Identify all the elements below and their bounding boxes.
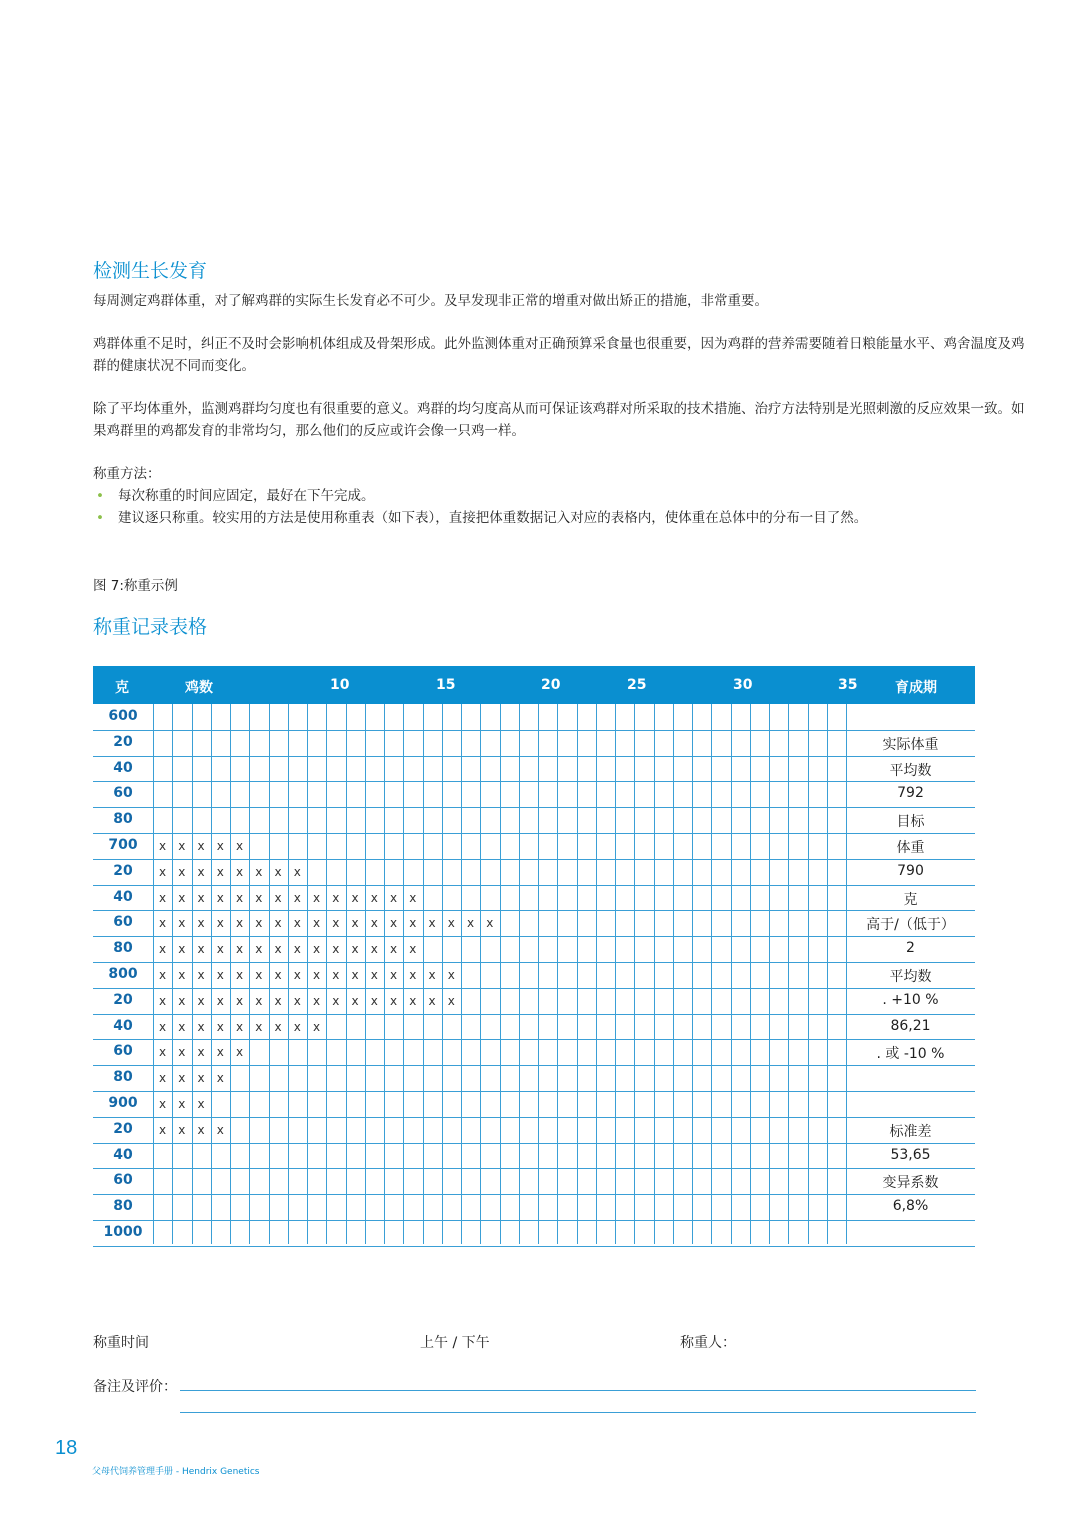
tally-mark[interactable]: x [158, 942, 167, 957]
summary-value: 变异系数 [882, 1175, 939, 1192]
tally-mark[interactable]: x [428, 968, 436, 982]
tally-mark[interactable]: x [389, 942, 398, 957]
page-number: 18 [55, 1437, 78, 1459]
tally-mark[interactable]: x [235, 968, 244, 982]
tally-mark[interactable]: x [332, 993, 340, 1008]
tally-mark[interactable]: x [235, 864, 244, 879]
grid-column-line [673, 704, 674, 1244]
publication-title: 父母代饲养管理手册 - Hendrix Genetics [92, 1467, 260, 1477]
tally-mark[interactable]: x [293, 968, 301, 982]
weight-label: 80 [113, 811, 133, 828]
tally-mark[interactable]: x [389, 968, 398, 982]
grid-column-line [307, 704, 308, 1244]
grid-column-line [153, 704, 154, 1244]
tally-mark[interactable]: x [351, 942, 359, 957]
tally-mark[interactable]: x [293, 916, 301, 931]
tally-mark[interactable]: x [409, 993, 417, 1008]
grid-column-line [519, 704, 520, 1244]
method-label: 称重方法： [93, 466, 161, 482]
tally-mark[interactable]: x [197, 916, 205, 931]
summary-value: 克 [903, 891, 918, 908]
tally-mark[interactable]: x [197, 1097, 205, 1111]
tally-mark[interactable]: x [158, 1097, 167, 1111]
tally-mark[interactable]: x [216, 1071, 224, 1086]
tally-mark[interactable]: x [447, 916, 455, 931]
summary-value: 6,8% [892, 1198, 929, 1215]
tally-mark[interactable]: x [312, 916, 321, 931]
tally-mark[interactable]: x [293, 942, 301, 957]
summary-value: 目标 [896, 814, 925, 831]
tally-mark[interactable]: x [216, 916, 224, 931]
tally-mark[interactable]: x [197, 890, 205, 905]
summary-value: 86,21 [890, 1017, 931, 1034]
weight-label: 40 [113, 888, 133, 905]
weight-label: 40 [113, 1146, 133, 1163]
grid-row-line [93, 756, 975, 757]
notes-line-2[interactable] [180, 1412, 976, 1413]
tally-mark[interactable]: x [178, 942, 186, 957]
grid-row-line [93, 1091, 975, 1092]
summary-value: 标准差 [889, 1123, 932, 1140]
grid-column-line [230, 704, 231, 1244]
tally-mark[interactable]: x [370, 916, 378, 931]
tally-mark[interactable]: x [158, 1122, 167, 1137]
tally-mark[interactable]: x [447, 993, 455, 1008]
tally-mark[interactable]: x [293, 864, 301, 879]
tally-mark[interactable]: x [428, 916, 436, 931]
tally-mark[interactable]: x [178, 1045, 186, 1060]
grid-column-line [634, 704, 635, 1244]
grid-column-line [538, 704, 539, 1244]
tally-mark[interactable]: x [255, 993, 263, 1008]
summary-value: 2 [906, 940, 915, 957]
weight-label: 20 [113, 733, 133, 750]
tally-mark[interactable]: x [312, 890, 321, 905]
tally-mark[interactable]: x [178, 1122, 186, 1137]
header-period: 育成期 [895, 680, 937, 696]
tally-mark[interactable]: x [178, 890, 186, 905]
tally-mark[interactable]: x [158, 1019, 167, 1034]
tally-mark[interactable]: x [197, 1045, 205, 1060]
tally-mark[interactable]: x [255, 864, 263, 879]
grid-column-line [808, 704, 809, 1244]
grid-row-line [93, 859, 975, 860]
grid-row-line [93, 1220, 975, 1221]
bullet-dot-icon: • [96, 488, 104, 504]
grid-row-line [93, 833, 975, 834]
tally-mark[interactable]: x [178, 839, 186, 853]
tally-mark[interactable]: x [158, 890, 167, 905]
grid-row-line [93, 936, 975, 937]
tally-mark[interactable]: x [312, 1019, 321, 1034]
grid-column-line [211, 704, 212, 1244]
grid-column-line [596, 704, 597, 1244]
weight-label: 80 [113, 940, 133, 957]
header-count: 鸡数 [185, 680, 213, 696]
summary-value: 实际体重 [882, 736, 939, 753]
tally-mark[interactable]: x [332, 890, 340, 905]
weight-label: 800 [108, 966, 138, 982]
grid-column-line [442, 704, 443, 1244]
weight-label: 40 [113, 759, 133, 776]
tally-grid [93, 704, 975, 1244]
grid-column-line [557, 704, 558, 1244]
tally-mark[interactable]: x [255, 916, 263, 931]
am-pm-label: 上午 / 下午 [420, 1335, 490, 1351]
tally-mark[interactable]: x [274, 993, 282, 1008]
tally-mark[interactable]: x [428, 993, 436, 1008]
weight-label: 80 [113, 1198, 133, 1215]
figure-caption: 图 7:称重示例 [93, 578, 178, 594]
grid-row-line [93, 885, 975, 886]
tally-mark[interactable]: x [178, 993, 186, 1008]
summary-value: 53,65 [890, 1146, 931, 1163]
weight-label: 20 [113, 1120, 133, 1137]
tally-mark[interactable]: x [197, 839, 205, 853]
tally-mark[interactable]: x [197, 1019, 205, 1034]
tally-mark[interactable]: x [235, 942, 244, 957]
weight-label: 1000 [103, 1224, 143, 1240]
tally-mark[interactable]: x [216, 993, 224, 1008]
grid-column-line [192, 704, 193, 1244]
tally-mark[interactable]: x [370, 890, 378, 905]
grid-column-line [731, 704, 732, 1244]
section-title-growth: 检测生长发育 [93, 260, 208, 282]
tally-mark[interactable]: x [158, 1045, 167, 1060]
tally-mark[interactable]: x [312, 942, 321, 957]
tally-mark[interactable]: x [255, 890, 263, 905]
weight-label: 60 [113, 914, 133, 931]
paragraph-3: 除了平均体重外，监测鸡群均匀度也有很重要的意义。鸡群的均匀度高从而可保证该鸡群对所采取的技术措施、治疗方法特别是光照刺激的反应效果一致。如果鸡群里的鸡都发育的非常均匀，那么他们的反应或许会像一只鸡一样。 [93, 401, 1025, 439]
tally-mark[interactable]: x [197, 1122, 205, 1137]
grid-row-line [93, 1117, 975, 1118]
tally-mark[interactable]: x [255, 942, 263, 957]
tally-mark[interactable]: x [158, 839, 167, 853]
tally-mark[interactable]: x [178, 1071, 186, 1086]
grid-row-line [93, 1168, 975, 1169]
tally-mark[interactable]: x [197, 942, 205, 957]
tally-mark[interactable]: x [351, 916, 359, 931]
tally-mark[interactable]: x [235, 916, 244, 931]
tally-mark[interactable]: x [216, 864, 224, 879]
grid-row-line [93, 781, 975, 782]
grid-column-line [326, 704, 327, 1244]
tally-mark[interactable]: x [178, 916, 186, 931]
weight-label: 80 [113, 1069, 133, 1086]
tally-mark[interactable]: x [197, 993, 205, 1008]
tally-mark[interactable]: x [178, 1097, 186, 1111]
table-header [93, 666, 975, 704]
grid-column-line [654, 704, 655, 1244]
tally-mark[interactable]: x [332, 916, 340, 931]
tally-mark[interactable]: x [255, 968, 263, 982]
tally-mark[interactable]: x [216, 1122, 224, 1137]
header-25: 25 [627, 677, 647, 693]
tally-mark[interactable]: x [158, 864, 167, 879]
tally-mark[interactable]: x [235, 993, 244, 1008]
weigher-label: 称重人： [680, 1335, 736, 1351]
tally-mark[interactable]: x [158, 1071, 167, 1086]
tally-mark[interactable]: x [197, 1071, 205, 1086]
tally-mark[interactable]: x [389, 890, 398, 905]
grid-column-line [615, 704, 616, 1244]
list-item: • 每次称重的时间应固定，最好在下午完成。 [93, 485, 867, 507]
grid-column-line [500, 704, 501, 1244]
grid-row-line [93, 730, 975, 731]
tally-mark[interactable]: x [312, 993, 321, 1008]
tally-mark[interactable]: x [216, 839, 224, 853]
grid-row-line [93, 807, 975, 808]
tally-mark[interactable]: x [409, 916, 417, 931]
grid-row-line [93, 1065, 975, 1066]
grid-column-line [384, 704, 385, 1244]
tally-mark[interactable]: x [389, 916, 398, 931]
tally-mark[interactable]: x [409, 942, 417, 957]
notes-line-1[interactable] [180, 1390, 976, 1391]
weight-label: 900 [108, 1095, 138, 1111]
summary-value: . +10 % [882, 991, 939, 1008]
weighing-record-table [93, 666, 975, 1244]
weigh-time-label: 称重时间 [93, 1335, 149, 1351]
grid-row-line [93, 1194, 975, 1195]
tally-mark[interactable]: x [216, 942, 224, 957]
paragraph-2: 鸡群体重不足时，纠正不及时会影响机体组成及骨架形成。此外监测体重对正确预算采食量也很重要，因为鸡群的营养需要随着日粮能量水平、鸡舍温度及鸡群的健康状况不同而变化。 [93, 336, 1025, 374]
bullet-dot-icon: • [96, 510, 104, 526]
grid-column-line [692, 704, 693, 1244]
tally-mark[interactable]: x [197, 864, 205, 879]
grid-row-line [93, 1039, 975, 1040]
tally-mark[interactable]: x [274, 1019, 282, 1034]
tally-mark[interactable]: x [158, 916, 167, 931]
tally-mark[interactable]: x [332, 968, 340, 982]
summary-value: 792 [897, 785, 924, 802]
list-item: • 建议逐只称重。较实用的方法是使用称重表（如下表），直接把体重数据记入对应的表格内，使体重在总体中的分布一目了然。 [93, 507, 867, 529]
grid-column-line [480, 704, 481, 1244]
summary-value: 790 [897, 862, 924, 879]
grid-column-line [461, 704, 462, 1244]
method-list [93, 485, 867, 529]
header-gram: 克 [115, 680, 129, 696]
tally-mark[interactable]: x [178, 968, 186, 982]
tally-mark[interactable]: x [293, 890, 301, 905]
tally-mark[interactable]: x [274, 864, 282, 879]
tally-mark[interactable]: x [351, 993, 359, 1008]
tally-mark[interactable]: x [447, 968, 455, 982]
tally-mark[interactable]: x [235, 839, 244, 853]
tally-mark[interactable]: x [197, 968, 205, 982]
summary-value: 体重 [896, 840, 925, 856]
tally-mark[interactable]: x [332, 942, 340, 957]
grid-column-line [288, 704, 289, 1244]
header-20: 20 [541, 677, 561, 693]
tally-mark[interactable]: x [274, 916, 282, 931]
weight-label: 60 [113, 1043, 133, 1060]
weight-label: 40 [113, 1017, 133, 1034]
grid-column-line [769, 704, 770, 1244]
tally-mark[interactable]: x [389, 993, 398, 1008]
weight-label: 600 [108, 708, 138, 724]
tally-mark[interactable]: x [274, 890, 282, 905]
tally-mark[interactable]: x [312, 968, 321, 982]
summary-value: 平均数 [889, 762, 932, 779]
weight-label: 700 [108, 837, 138, 853]
summary-value: 高于/（低于） [866, 917, 955, 934]
grid-column-line [403, 704, 404, 1244]
tally-mark[interactable]: x [293, 1019, 301, 1034]
tally-mark[interactable]: x [293, 993, 301, 1008]
weight-label: 20 [113, 991, 133, 1008]
tally-mark[interactable]: x [351, 968, 359, 982]
tally-mark[interactable]: x [370, 968, 378, 982]
tally-mark[interactable]: x [216, 968, 224, 982]
tally-mark[interactable]: x [486, 916, 494, 931]
tally-mark[interactable]: x [235, 1019, 244, 1034]
grid-row-line [93, 988, 975, 989]
notes-label: 备注及评价： [93, 1379, 177, 1395]
grid-row-line [93, 910, 975, 911]
header-30: 30 [733, 677, 753, 693]
tally-mark[interactable]: x [235, 1045, 244, 1060]
summary-value: 平均数 [889, 969, 932, 985]
grid-column-line [249, 704, 250, 1244]
grid-column-line [846, 704, 847, 1244]
tally-mark[interactable]: x [370, 942, 378, 957]
grid-column-line [423, 704, 424, 1244]
grid-column-line [711, 704, 712, 1244]
header-10: 10 [330, 677, 350, 693]
tally-mark[interactable]: x [409, 968, 417, 982]
grid-column-line [346, 704, 347, 1244]
grid-row-line [93, 962, 975, 963]
tally-mark[interactable]: x [409, 890, 417, 905]
tally-mark[interactable]: x [235, 890, 244, 905]
grid-column-line [827, 704, 828, 1244]
grid-column-line [788, 704, 789, 1244]
tally-mark[interactable]: x [274, 942, 282, 957]
tally-mark[interactable]: x [158, 968, 167, 982]
tally-mark[interactable]: x [351, 890, 359, 905]
tally-mark[interactable]: x [466, 916, 475, 931]
tally-mark[interactable]: x [178, 864, 186, 879]
tally-mark[interactable]: x [216, 890, 224, 905]
weight-label: 60 [113, 1172, 133, 1189]
tally-mark[interactable]: x [216, 1019, 224, 1034]
header-15: 15 [436, 677, 456, 693]
section-title-record-table: 称重记录表格 [93, 616, 208, 638]
grid-row-line [93, 1143, 975, 1144]
grid-row-line [93, 1014, 975, 1015]
tally-mark[interactable]: x [216, 1045, 224, 1060]
grid-column-line [577, 704, 578, 1244]
grid-row-line [93, 1246, 975, 1247]
summary-value: . 或 -10 % [876, 1046, 945, 1063]
grid-column-line [750, 704, 751, 1244]
header-35: 35 [838, 677, 858, 693]
grid-column-line [269, 704, 270, 1244]
tally-mark[interactable]: x [255, 1019, 263, 1034]
weight-label: 20 [113, 862, 133, 879]
grid-column-line [172, 704, 173, 1244]
tally-mark[interactable]: x [178, 1019, 186, 1034]
tally-mark[interactable]: x [370, 993, 378, 1008]
paragraph-1: 每周测定鸡群体重，对了解鸡群的实际生长发育必不可少。及早发现非正常的增重对做出矫正的措施，非常重要。 [93, 293, 768, 309]
tally-mark[interactable]: x [274, 968, 282, 982]
tally-mark[interactable]: x [158, 993, 167, 1008]
weight-label: 60 [113, 785, 133, 802]
grid-column-line [365, 704, 366, 1244]
